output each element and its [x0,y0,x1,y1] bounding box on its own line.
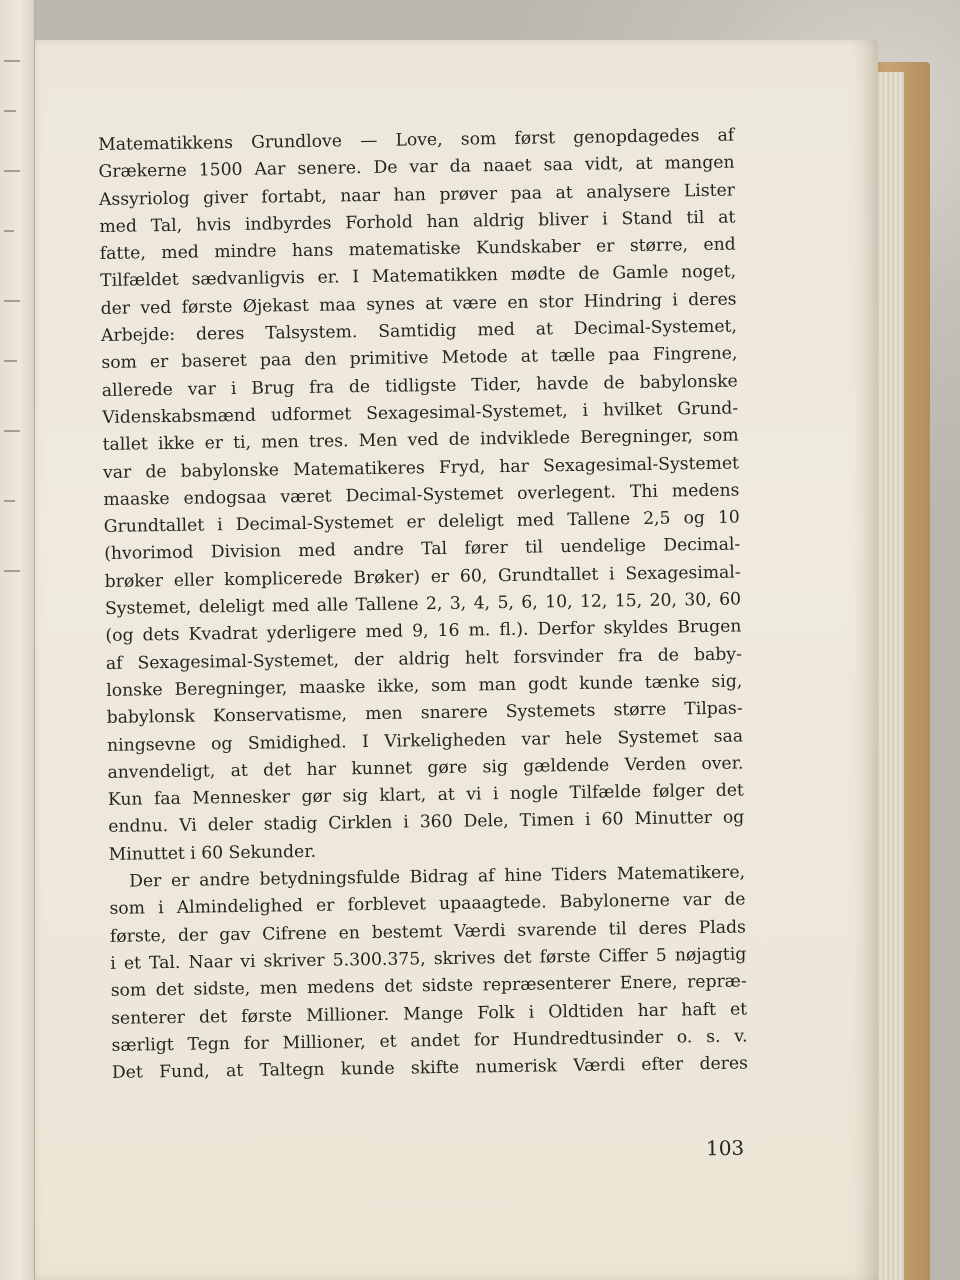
text-line: som det sidste, men medens det sidste repræsenterer Enere, repræ- [110,971,747,1002]
text-line: Videnskabsmænd udformet Sexagesimal-Systemet, i hvilket Grund- [102,398,739,428]
text-line: allerede var i Brug fra de tidligste Tider, havde de babylonske [101,371,738,401]
text-line: der ved første Øjekast maa synes at være en stor Hindring i deres [100,289,737,319]
text-line: ningsevne og Smidighed. I Virkeligheden var hele Systemet saa [106,726,744,756]
text-line: som er baseret paa den primitive Metode at tælle paa Fingrene, [101,343,738,374]
text-line: Kun faa Mennesker gør sig klart, at vi i nogle Tilfælde følger det [107,780,744,811]
text-line: som i Almindelighed er forblevet upaaagtede. Babylonerne var de [109,889,746,920]
text-line: af Sexagesimal-Systemet, der aldrig helt forsvinder fra de baby- [105,644,742,674]
text-line: (og dets Kvadrat yderligere med 9, 16 m. fl.). Derfor skyldes Brugen [105,616,742,647]
text-line: Systemet, deleligt med alle Tallene 2, 3, 4, 5, 6, 10, 12, 15, 20, 30, 60 [104,589,742,619]
text-line: babylonsk Konservatisme, men snarere Systemets større Tilpas- [106,698,743,729]
text-line: med Tal, hvis indbyrdes Forhold han aldrig bliver i Stand til at [99,207,736,237]
text-line: anvendeligt, at det har kunnet gøre sig gældende Verden over. [107,753,744,783]
text-line: var de babylonske Matematikeres Fryd, har Sexagesimal-Systemet [102,453,740,483]
text-line: tallet ikke er ti, men tres. Men ved de indviklede Beregninger, som [102,425,739,456]
text-line: Matematikkens Grundlove — Love, som først genopdagedes af [98,125,735,155]
page-text [98,123,748,1088]
text-line: Assyriolog giver fortabt, naar han prøver paa at analysere Lister [98,180,736,210]
text-line: Det Fund, at Taltegn kunde skifte numerisk Værdi efter deres [111,1053,749,1083]
text-line: lonske Beregninger, maaske ikke, som man godt kunde tænke sig, [106,671,743,701]
text-line: senterer det første Millioner. Mange Folk i Oldtiden har haft et [111,998,748,1029]
text-line: maaske endogsaa været Decimal-Systemet overlegent. Thi medens [103,480,740,510]
text-line: fatte, med mindre hans matematiske Kundskaber er større, end [99,234,736,265]
text-line: i et Tal. Naar vi skriver 5.300.375, skrives det første Ciffer 5 nøjagtig [110,944,747,974]
text-line: Arbejde: deres Talsystem. Samtidig med at Decimal-Systemet, [100,316,738,347]
text-line: Grækerne 1500 Aar senere. De var da naaet saa vidt, at mangen [98,152,735,183]
previous-page-edge [0,0,35,1280]
text-line: Minuttet i 60 Sekunder. [108,841,317,865]
text-line: særligt Tegn for Millioner, et andet for Hundredtusinder o. s. v. [111,1026,748,1056]
paragraph-2 [109,859,748,1087]
paragraph-1 [98,123,745,869]
text-line: Tilfældet sædvanligvis er. I Matematikken mødte de Gamle noget, [100,262,737,292]
text-line: (hvorimod Division med andre Tal fører til uendelige Decimal- [104,534,741,565]
text-line: Der er andre betydningsfulde Bidrag af hine Tiders Matematikere, [128,862,746,892]
text-line: Grundtallet i Decimal-Systemet er deleligt med Tallene 2,5 og 10 [103,507,740,538]
page-number: 103 [705,1135,745,1161]
text-line: brøker eller komplicerede Brøker) er 60, Grundtallet i Sexagesimal- [104,562,741,592]
book-page [32,40,878,1280]
text-line: endnu. Vi deler stadig Cirklen i 360 Dele, Timen i 60 Minutter og [108,807,745,838]
text-line: første, der gav Cifrene en bestemt Værdi svarende til deres Plads [109,917,747,947]
